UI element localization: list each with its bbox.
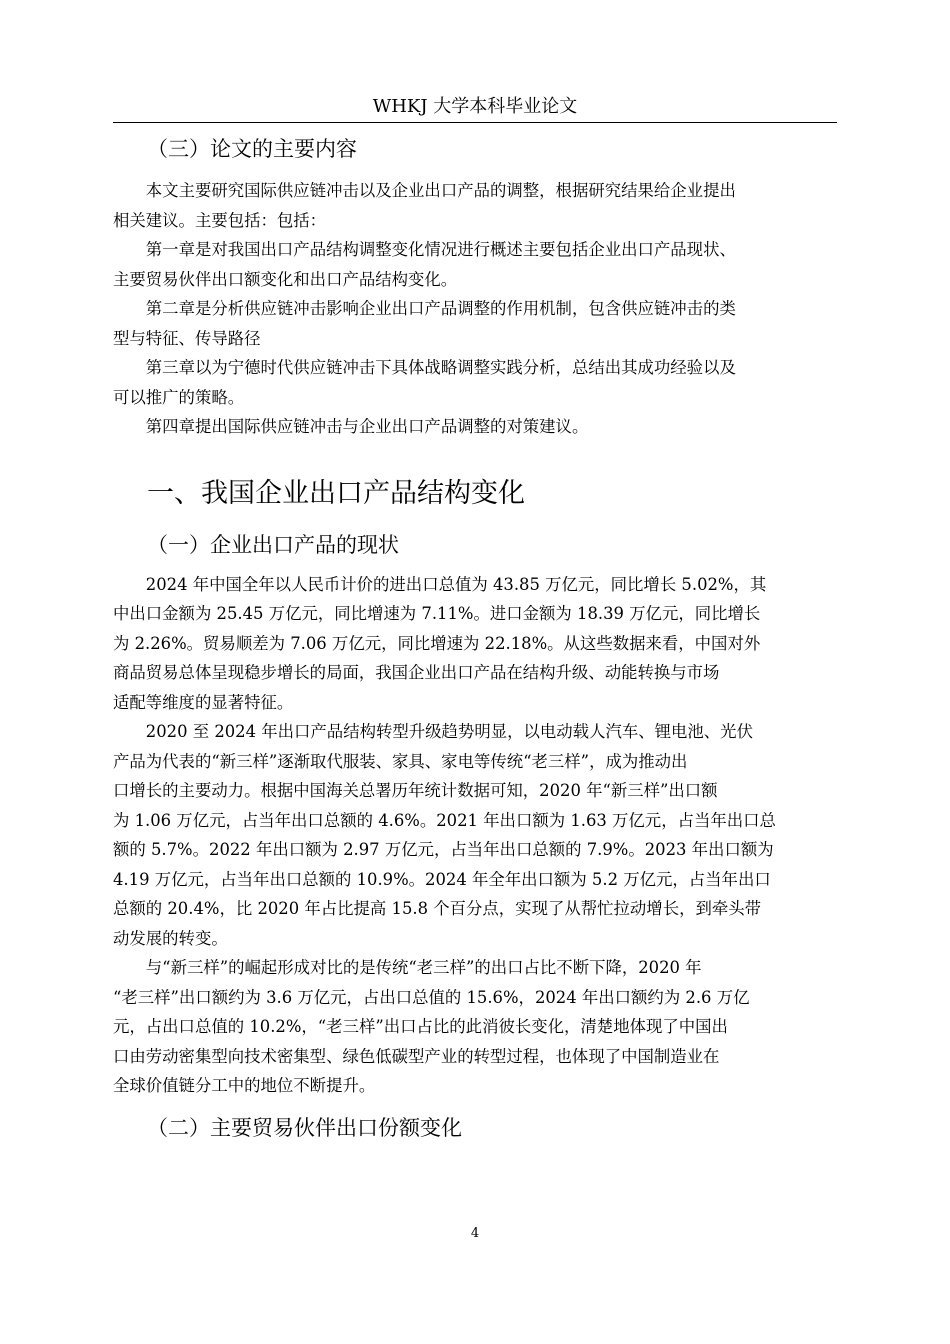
paragraph-line: 口由劳动密集型向技术密集型、绿色低碳型产业的转型过程，也体现了中国制造业在 bbox=[113, 1046, 720, 1066]
paragraph-line: 中出口金额为 25.45 万亿元，同比增速为 7.11%。进口金额为 18.39 万亿元，同比增长 bbox=[113, 604, 761, 623]
paragraph-line: 主要贸易伙伴出口额变化和出口产品结构变化。 bbox=[113, 269, 458, 289]
paragraph-line: 第二章是分析供应链冲击影响企业出口产品调整的作用机制，包含供应链冲击的类 bbox=[145, 299, 736, 318]
paragraph-line: 元，占出口总值的 10.2%，“老三样”出口占比的此消彼长变化，清楚地体现了中国出 bbox=[113, 1017, 728, 1036]
paragraph-line: 第三章以为宁德时代供应链冲击下具体战略调整实践分析，总结出其成功经验以及 bbox=[145, 358, 736, 377]
section-heading-thesis-content: （三）论文的主要内容 bbox=[147, 137, 357, 161]
paragraph-line: 产品为代表的“新三样”逐渐取代服装、家具、家电等传统“老三样”，成为推动出 bbox=[113, 751, 688, 771]
header-title: WHKJ 大学本科毕业论文 bbox=[372, 96, 578, 117]
paragraph-line: 与“新三样”的崛起形成对比的是传统“老三样”的出口占比不断下降，2020 年 bbox=[145, 958, 702, 977]
body-paragraph bbox=[113, 953, 837, 1101]
page-header bbox=[113, 92, 837, 122]
paragraph-line: 4.19 万亿元，占当年出口总额的 10.9%。2024 年全年出口额为 5.2 万亿元，占当年出口 bbox=[113, 869, 771, 889]
paragraph-line: 相关建议。主要包括：包括： bbox=[113, 210, 327, 230]
body-paragraph bbox=[113, 235, 837, 294]
paragraph-line: 本文主要研究国际供应链冲击以及企业出口产品的调整，根据研究结果给企业提出 bbox=[145, 181, 736, 200]
paragraph-line: “老三样”出口额约为 3.6 万亿元，占出口总值的 15.6%，2024 年出口额约为 2.6 万亿 bbox=[113, 987, 750, 1007]
paragraph-line: 2020 至 2024 年出口产品结构转型升级趋势明显，以电动载人汽车、锂电池、光伏 bbox=[145, 722, 753, 741]
section-heading-trade-partners: （二）主要贸易伙伴出口份额变化 bbox=[147, 1115, 462, 1140]
paragraph-line: 为 1.06 万亿元，占当年出口总额的 4.6%。2021 年出口额为 1.63 万亿元，占当年出口总 bbox=[113, 810, 776, 830]
paragraph-line: 可以推广的策略。 bbox=[113, 387, 245, 407]
section-heading-export-status: （一）企业出口产品的现状 bbox=[147, 532, 399, 557]
page-content bbox=[113, 130, 837, 1147]
export-status-paragraphs bbox=[113, 570, 837, 1101]
paragraph-line: 2024 年中国全年以人民币计价的进出口总值为 43.85 万亿元，同比增长 5.02%，其 bbox=[145, 574, 767, 594]
chapter-1-heading: 一、我国企业出口产品结构变化 bbox=[147, 477, 525, 509]
page-number: 4 bbox=[470, 1226, 480, 1241]
body-paragraph bbox=[113, 412, 837, 442]
paragraph-line: 口增长的主要动力。根据中国海关总署历年统计数据可知，2020 年“新三样”出口额 bbox=[113, 781, 718, 800]
paragraph-line: 总额的 20.4%，比 2020 年占比提高 15.8 个百分点，实现了从帮忙拉动增长，到牵头带 bbox=[113, 899, 762, 918]
paragraph-line: 商品贸易总体呈现稳步增长的局面，我国企业出口产品在结构升级、动能转换与市场 bbox=[113, 663, 720, 682]
paragraph-line: 动发展的转变。 bbox=[113, 928, 228, 948]
paragraph-line: 第一章是对我国出口产品结构调整变化情况进行概述主要包括企业出口产品现状、 bbox=[145, 240, 736, 259]
header-divider bbox=[113, 122, 837, 123]
thesis-content-paragraphs bbox=[113, 176, 837, 442]
body-paragraph bbox=[113, 353, 837, 412]
body-paragraph bbox=[113, 294, 837, 353]
paragraph-line: 额的 5.7%。2022 年出口额为 2.97 万亿元，占当年出口总额的 7.9%。2023 年出口额为 bbox=[113, 840, 774, 859]
paragraph-line: 型与特征、传导路径 bbox=[113, 328, 261, 348]
body-paragraph bbox=[113, 570, 837, 718]
paragraph-line: 为 2.26%。贸易顺差为 7.06 万亿元，同比增速为 22.18%。从这些数据来看，中国对外 bbox=[113, 633, 761, 653]
paragraph-line: 第四章提出国际供应链冲击与企业出口产品调整的对策建议。 bbox=[145, 417, 589, 436]
paragraph-line: 适配等维度的显著特征。 bbox=[113, 692, 294, 712]
body-paragraph bbox=[113, 717, 837, 953]
body-paragraph bbox=[113, 176, 837, 235]
paragraph-line: 全球价值链分工中的地位不断提升。 bbox=[113, 1076, 376, 1095]
